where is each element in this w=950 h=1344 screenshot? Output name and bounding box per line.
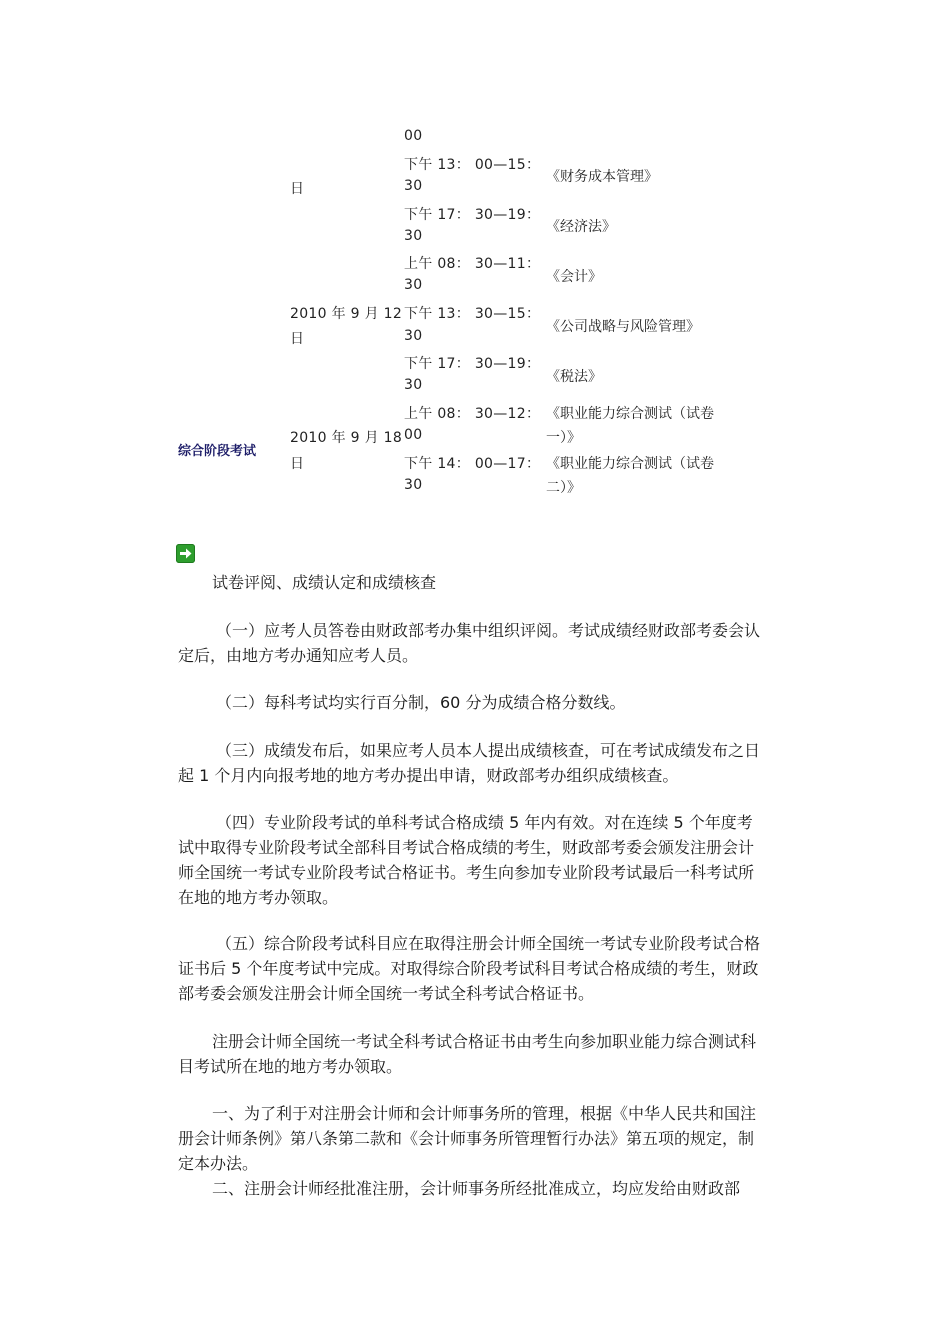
subject-cell: 《职业能力综合测试（试卷 [546,456,714,472]
time-cell: 30 [404,178,423,194]
time-cell: 30 [404,377,423,393]
time-cell: 上午 08： 30—12： [404,406,541,422]
date-cell: 日 [290,331,305,347]
date-cell: 2010 年 9 月 12 [290,306,403,322]
time-cell: 下午 17： 30—19： [404,207,541,223]
subject-cell: 《会计》 [546,269,602,285]
time-cell: 上午 08： 30—11： [404,256,541,272]
time-cell: 30 [404,477,423,493]
subject-cell: 《财务成本管理》 [546,169,658,185]
paragraph: （一）应考人员答卷由财政部考办集中组织评阅。考试成绩经财政部考委会认定后，由地方考办通知应考人员。 [178,621,761,665]
time-cell: 下午 14： 00—17： [404,456,541,472]
time-cell: 下午 17： 30—19： [404,356,541,372]
time-cell: 00 [404,427,423,443]
paragraph: 一、为了利于对注册会计师和会计师事务所的管理，根据《中华人民共和国注册会计师条例》第八条第二款和《会计师事务所管理暂行办法》第五项的规定，制定本办法。 [178,1104,757,1173]
time-cell: 30 [404,277,423,293]
section-heading: 试卷评阅、成绩认定和成绩核查 [212,573,437,592]
subject-cell: 《公司战略与风险管理》 [546,319,700,335]
time-cell: 30 [404,228,423,244]
subject-cell: 二）》 [546,480,581,496]
time-cell: 下午 13： 30—15： [404,306,541,322]
paragraph: （四）专业阶段考试的单科考试合格成绩 5 年内有效。对在连续 5 个年度考试中取得专业阶段考试全部科目考试合格成绩的考生，财政部考委会颁发注册会计师全国统一考试专业阶段考试合格证书。考生向参加专业阶段考试最后一科考试所在地的地方考办领取。 [178,813,755,907]
subject-cell: 一）》 [546,430,581,446]
subject-cell: 《税法》 [546,369,602,385]
paragraph: 注册会计师全国统一考试全科考试合格证书由考生向参加职业能力综合测试科目考试所在地的地方考办领取。 [178,1032,757,1076]
date-cell: 日 [290,456,305,472]
paragraph: （三）成绩发布后，如果应考人员本人提出成绩核查，可在考试成绩发布之日起 1 个月内向报考地的地方考办提出申请，财政部考办组织成绩核查。 [178,741,761,785]
paragraph: 二、注册会计师经批准注册，会计师事务所经批准成立，均应发给由财政部 [212,1179,741,1198]
date-cell: 2010 年 9 月 18 [290,430,403,446]
arrow-right-icon [176,544,195,563]
subject-cell: 《职业能力综合测试（试卷 [546,406,714,422]
date-cell: 日 [290,181,305,197]
paragraph: （二）每科考试均实行百分制，60 分为成绩合格分数线。 [216,693,626,712]
subject-cell: 《经济法》 [546,219,616,235]
paragraph: （五）综合阶段考试科目应在取得注册会计师全国统一考试专业阶段考试合格证书后 5 个年度考试中完成。对取得综合阶段考试科目考试合格成绩的考生，财政部考委会颁发注册会计师全国统一考试全科考试合格证书。 [178,934,761,1003]
time-cell: 30 [404,328,423,344]
comprehensive-stage-label: 综合阶段考试 [178,444,257,459]
time-cell: 00 [404,128,423,144]
time-cell: 下午 13： 00—15： [404,157,541,173]
